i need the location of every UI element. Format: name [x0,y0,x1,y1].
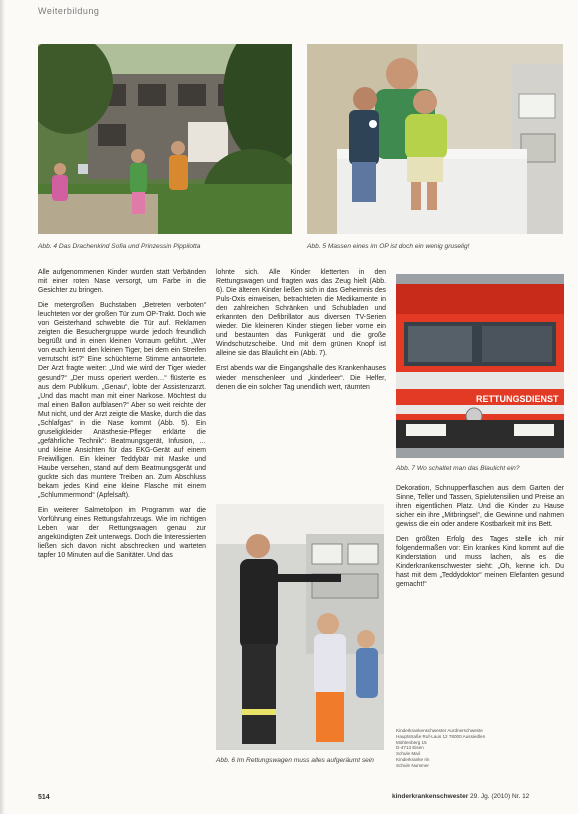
address-line: D-4713 Eisen [396,745,424,751]
journal-footer [392,793,529,800]
page-number: 514 [38,794,50,801]
page-spine-shadow [0,0,5,814]
paragraph: Ein weiterer Salmetolpon im Programm war die Vorführung eines Rettungsfahrzeugs. Wie im richtigen Leben war der Rettungswagen genau zur angekündigten Zeit unterwegs. Doch die Interessierten ließen sich davon nicht abschrecken und warteten tapfer 10 Minuten auf die Sanitäter. Und das [38,507,206,560]
figure-6-caption: Abb. 6 Im Rettungswagen muss alles aufgeräumt sein [216,757,374,764]
ambulance-image [396,274,564,458]
paragraph: lohnte sich. Alle Kinder kletterten in den Rettungswagen und fragten was das Zeug hielt (Abb. 6). Die älteren Kinder ließen sich in das Geheimnis des Puls-Oxis einweisen, betrachteten die Medikamente in den zahlreichen Schränken und Schubladen und erkannten den Defibrillator aus diversen TV-Serien wieder. Die kleineren Kinder stiegen lieber vorne ein und bestaunten das Funkgerät und die große Windschutzscheibe. Und mit dem grünen Knopf ist alleine sie das Blaulicht ein (Abb. 7). [216,269,386,358]
paragraph: Die metergroßen Buchstaben „Betreten verboten“ leuchteten vor der großen Tür zum OP-Trakt. Doch wie von Geisterhand schwebte die Tür auf. Reklamen zeigten die Besuchergruppe wurde jedoch freundlich begrüßt und in einen kleinen Vorraum geführt. „Wer von euch kennt den kleinen Tiger, bei dem ein Streifen verrutscht ist?“ Eine schüchterne Stimme antwortete. Der Arzt fragte weiter: „Und wie wird der Tiger wieder gesund?“ „Der muss operiert werden…“ flüsterte es aus dem Publikum. „Genau“, lobte der Assistenzarzt. „Und das macht man mit einer Narkose. Möchtest du mal einen Ballon aufblasen?“ Aber so weit reichte der Mut nicht, und der Arzt zeigte die Maske, durch die das „Schlafgas“ in die Nase kommt (Abb. 5). Ein gruseligkleider Anästhesie-Pfleger erklärte die „gefährliche Technik“: Beatmungsgerät, Infusion, … und kleine Ansichten für das EKG-Gerät auf einem Freiwilligen. Ein kleiner Teddybär mit Maske und Haube versehen, stand auf dem Beatmungsgerät und guckte sich das muntere Treiben an. Zum Abschluss bekam jedes Kind eine kleine Flasche mit einem „Schlummermond“ (Apfelsaft). [38,302,206,500]
address-line: Mühlenberg 15 [396,739,427,745]
author-address [396,728,485,769]
address-line: Kinderkrankenschwester Aurdnerschweste [396,728,483,733]
figure-4-photo [38,44,292,234]
address-line: Schule Mail [396,751,420,757]
figure-5-photo [307,44,563,234]
paragraph: Erst abends war die Eingangshalle des Krankenhauses wieder menschenleer und „kinderleer“. Die Helfer, denen die ein solcher Tag unendlich wert, räumten [216,365,386,391]
ambulance-lettering: RETTUNGSDIENST [476,394,559,404]
clinic-scene-image [307,44,563,234]
figure-7-photo [396,274,564,458]
outdoor-scene-image [38,44,292,234]
journal-name: kinderkrankenschwester [392,793,469,800]
paragraph: Alle aufgenommenen Kinder wurden statt Verbänden mit einer roten Nase versorgt, um Farbe in die Gesichter zu bringen. [38,269,206,295]
figure-7-caption: Abb. 7 Wo schaltet man das Blaulicht ein? [396,465,520,472]
text-column-middle [216,268,386,398]
figure-5-caption: Abb. 5 Massen eines im OP ist doch ein wenig gruselig! [307,243,470,250]
address-line: Schule Nummer [396,762,429,768]
ambulance-interior-image [216,504,384,750]
address-line: Kinderkranke rin [396,756,430,762]
text-column-right [396,484,564,596]
paragraph: Dekoration, Schnupperflaschen aus dem Garten der Sinne, Teller und Tassen, Spielutensilien und Preise an ihren eigentlichen Platz. Und die Kinder zu Hause sicher ein ihre „Mitbringsel“, die Gewinne und nahmen gewiss die ein oder andere Kostbarkeit mit ins Bett. [396,485,564,529]
figure-6-photo [216,504,384,750]
paragraph: Den größten Erfolg des Tages stelle ich mir folgendermaßen vor: Ein krankes Kind kommt auf die Kinderstation und muss lachen, als es die Kinderkrankenschwester sieht: „Oh, kenne ich. Du hast mit dem „Teddydoktor“ meinen Elefanten gesund gemacht!“ [396,536,564,589]
figure-4-caption: Abb. 4 Das Drachenkind Sofia und Prinzessin Pippilotta [38,243,201,250]
address-line: Hauptstraße Ruf-Laus 12 78000 Aussiedlen [396,733,486,739]
journal-issue: 29. Jg. (2010) Nr. 12 [470,793,530,800]
section-label: Weiterbildung [38,6,100,16]
text-column-left [38,268,206,566]
